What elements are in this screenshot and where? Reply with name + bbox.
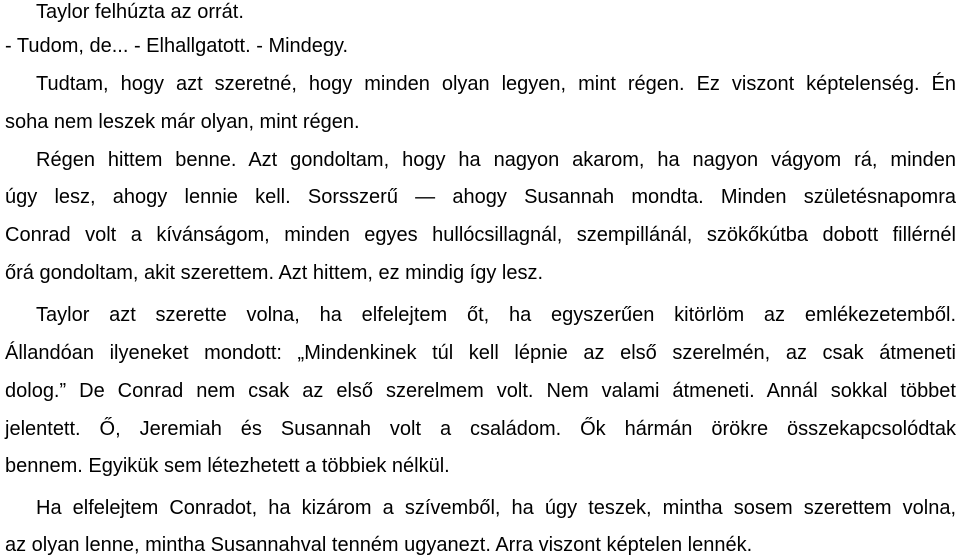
text-line: Tudtam, hogy azt szeretné, hogy minden olyan legyen, mint régen. Ez viszont képtelenség. Én — [36, 73, 956, 95]
text-line: úgy lesz, ahogy lennie kell. Sorsszerű — ahogy Susannah mondta. Minden születésnapomra — [5, 186, 956, 208]
text-line: Conrad volt a kívánságom, minden egyes hullócsillagnál, szempillánál, szökőkútba dobott fillérnél — [5, 224, 956, 246]
text-line: Taylor felhúzta az orrát. — [36, 1, 244, 23]
text-line: dolog.” De Conrad nem csak az első szerelmem volt. Nem valami átmeneti. Annál sokkal többet — [5, 380, 956, 402]
text-line: jelentett. Ő, Jeremiah és Susannah volt a családom. Ők hármán örökre összekapcsolódtak — [5, 418, 956, 440]
text-line: Taylor azt szerette volna, ha elfelejtem őt, ha egyszerűen kitörlöm az emlékezetemből. — [36, 304, 956, 326]
text-line: soha nem leszek már olyan, mint régen. — [5, 111, 360, 133]
text-line: Állandóan ilyeneket mondott: „Mindenkinek túl kell lépnie az első szerelmén, az csak átmeneti — [5, 342, 956, 364]
text-line: Ha elfelejtem Conradot, ha kizárom a szívemből, ha úgy teszek, mintha sosem szerettem volna, — [36, 497, 956, 519]
text-line: bennem. Egyikük sem létezhetett a többiek nélkül. — [5, 455, 450, 477]
text-line: Régen hittem benne. Azt gondoltam, hogy ha nagyon akarom, ha nagyon vágyom rá, minden — [36, 149, 956, 171]
text-line: az olyan lenne, mintha Susannahval tenném ugyanezt. Arra viszont képtelen lennék. — [5, 534, 753, 556]
text-line: őrá gondoltam, akit szerettem. Azt hittem, ez mindig így lesz. — [5, 262, 544, 284]
text-line: - Tudom, de... - Elhallgatott. - Mindegy. — [5, 35, 349, 57]
